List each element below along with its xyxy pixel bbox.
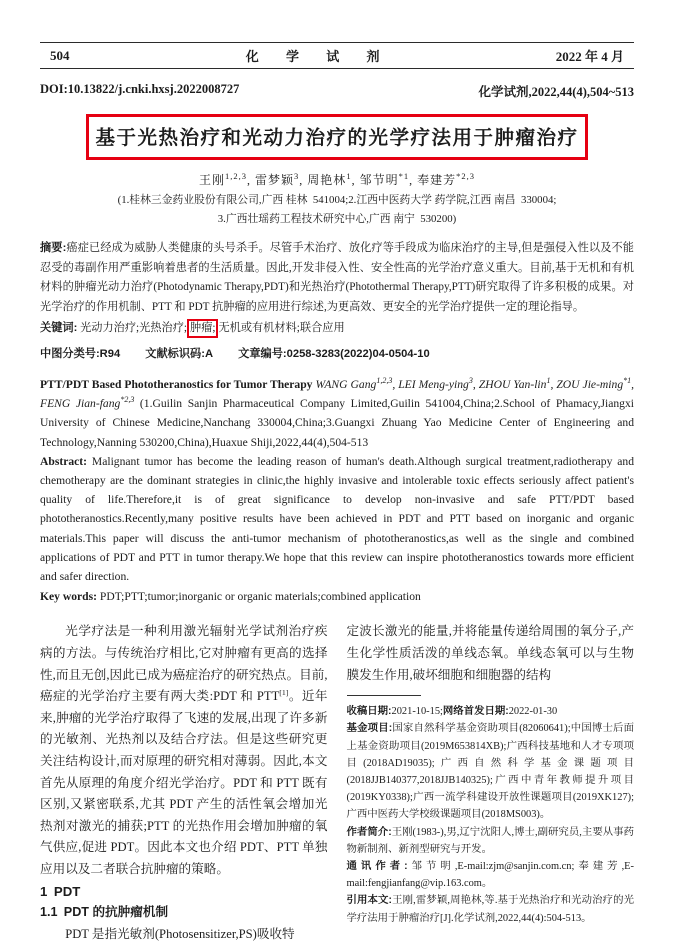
english-keywords-label: Key words: [40, 590, 97, 604]
keyword-highlight-box: 肿瘤; [187, 319, 218, 338]
reference-marker: [1] [279, 688, 289, 698]
english-block [40, 375, 634, 606]
affiliation-line: 3.广西壮瑶药工程技术研究中心,广西 南宁 530200) [217, 212, 457, 225]
keywords-part2: 无机或有机材料;联合应用 [218, 322, 345, 334]
english-title-byline [40, 375, 634, 452]
author-line [40, 171, 634, 188]
footnote-corresponding: 通讯作者:邹节明,E-mail:zjm@sanjin.com.cn;奉建芳,E-mail:fengjianfang@vip.163.com。 [346, 861, 634, 890]
left-column [40, 621, 328, 941]
doi-text: DOI:10.13822/j.cnki.hxsj.2022008727 [40, 82, 240, 96]
footnote-rule [347, 695, 421, 696]
journal-name: 化 学 试 剂 [245, 49, 392, 64]
english-author: FENG Jian-fang$^{*2,3}$ [40, 395, 135, 411]
author: 雷梦颖$^3$, [255, 171, 304, 187]
section-heading-1-1: 1.1 PDT 的抗肿瘤机制 [40, 905, 169, 920]
title-highlight-box [86, 114, 588, 160]
footnote-citation: 引用本文:王刚,雷梦颖,周艳林,等.基于光热治疗和光动治疗的光学疗法用于肿瘤治疗[J].化学试剂,2022,44(4):504-513。 [346, 895, 635, 924]
body-paragraph: 光学疗法是一种利用激光辐射光学试剂治疗疾病的方法。与传统治疗相比,它对肿瘤有更高的选择性,而且无创,因此已成为癌症治疗的研究热点。目前,癌症的光学治疗主要有两大类:PDT 和 PTT[1]。近年来,肿瘤的光学治疗取得了飞速的发展,出现了许多新的光敏剂、光热剂以及结合疗法。但是这些研究更关注结构设计,而对原理的研究相对薄弱。因此,本文首先从原理的角度介绍光学治疗。PDT 和 PTT 既有区别,又紧密联系,尤其 PDT 产生的活性氧会增加光热剂对激光的捕获;PTT 的光热作用会增加肿瘤的氧气供应,促进 PDT。因此本文也介绍 PDT、PTT 单独应用以及二者联合抗肿瘤的策略。 [40, 624, 328, 876]
doi-row [40, 82, 634, 100]
document-code: 文献标识码:A [145, 348, 214, 360]
english-author: LEI Meng-ying$^3$, [398, 376, 476, 391]
classification-line [40, 345, 634, 361]
english-abstract-text: Malignant tumor has become the leading reason of human's death.Although surgical treatment,radiotherapy and chemotherapy are the dominant strategies in clinic,the highly invasive and intolerable toxic effects seriously affect patient's quality of life.Therefore,it is of great significance to develop non-invasive and safe PTT/PDT based phototheranostics.Recently,many positive results have been achieved in PDT and PTT based on inorganic and organic materials.This paper will discuss the anti-tumor mechanism of phototheranostics,as well as the single and combined applications of PDT and PTT in tumor therapy.We hope that this review can inspire phototheranostics towards more efficient and safer direction. [40, 454, 634, 584]
footnote-author-bio: 作者简介:王刚(1983-),男,辽宁沈阳人,博士,副研究员,主要从事药物新制剂、新剂型研究与开发。 [346, 826, 634, 855]
section-heading-1: 1 PDT [40, 883, 81, 899]
journal-citation: 化学试剂,2022,44(4),504~513 [478, 85, 634, 99]
body-paragraph: 定波长激光的能量,并将能量传递给周围的氧分子,产生化学性质活泼的单线态氧。单线态氧可以与生物膜发生作用,破坏细胞和细胞器的结构 [346, 624, 634, 682]
keywords-cn [40, 318, 634, 338]
author: 王刚$^{1,2,3}$, [199, 171, 252, 187]
abstract-cn [40, 239, 634, 317]
footnote-dates: 收稿日期:2021-10-15;网络首发日期:2022-01-30 [346, 706, 558, 718]
abstract-text: 癌症已经成为威胁人类健康的头号杀手。尽管手术治疗、放化疗等手段成为临床治疗的主导,但是强侵入性以及不能忍受的毒副作用严重影响着患者的生活质量。因此,开发非侵入性、安全性高的光学治疗意义重大。目前,基于无机和有机材料的肿瘤光动力治疗(Photodynamic Therapy,PDT)和光热治疗(Photothermal Therapy,PTT)研究取得了许多积极的成果。对光学治疗的作用机制、PTT 和 PDT 抗肿瘤的应用进行综述,为更高效、更安全的光学治疗提供一定的理论指导。 [40, 242, 634, 313]
article-number: 文章编号:0258-3283(2022)04-0504-10 [238, 348, 430, 360]
article-title: 基于光热治疗和光动力治疗的光学疗法用于肿瘤治疗 [95, 127, 579, 149]
footnote-funding: 基金项目:国家自然科学基金资助项目(82060641);中国博士后面上基金资助项目(2019M653814XB);广西科技基地和人才专项项目(2018AD19035);广西自然科学基金课题项目(2018JJB140377,2018JJB140325);广西中青年教师提升项目(2019KY0338);广西一流学科建设开放性课题项目(2019XK127);广西中医药大学校级课题项目(2018MS003)。 [346, 723, 634, 821]
english-author: WANG Gang$^{1,2,3}$, [315, 376, 396, 391]
english-keywords [40, 587, 634, 606]
footnote-block [347, 695, 635, 927]
keywords-part1: 光动力治疗;光热治疗; [80, 322, 187, 334]
english-abstract-label: Abstract: [40, 454, 88, 468]
body-columns [40, 621, 634, 941]
author: 邹节明$^{*1}$, [359, 171, 414, 187]
issue-date: 2022 年 4 月 [555, 49, 624, 64]
journal-header [40, 42, 634, 69]
body-paragraph: PDT 是指光敏剂(Photosensitizer,PS)吸收特 [65, 926, 295, 941]
english-title: PTT/PDT Based Phototheranostics for Tumor Therapy [40, 378, 313, 391]
english-abstract [40, 452, 634, 586]
affiliation-line: (1.桂林三金药业股份有限公司,广西 桂林 541004;2.江西中医药大学 药学院,江西 南昌 330004; [117, 194, 557, 206]
author: 奉建芳$^{*2,3}$ [417, 171, 475, 187]
english-keywords-text: PDT;PTT;tumor;inorganic or organic materials;combined application [99, 590, 421, 604]
right-column [347, 621, 635, 941]
keywords-label: 关键词: [40, 322, 78, 334]
abstract-label: 摘要: [40, 242, 67, 254]
english-author: ZHOU Yan-lin$^1$, [478, 376, 554, 391]
author: 周艳林$^1$, [307, 171, 356, 187]
page-number: 504 [50, 47, 70, 63]
english-author: ZOU Jie-ming$^{*1}$, [556, 376, 635, 391]
clc-number: 中图分类号:R94 [40, 348, 121, 360]
english-affiliation: (1.Guilin Sanjin Pharmaceutical Company Limited,Guilin 541004,China;2.School of Phamacy,Jiangxi University of Chinese Medicine,Nanchang 330004,China;3.Guangxi Zhuang Yao Medicine Center of Engineering and Technology,Nanning 530200,China),Huaxue Shiji,2022,44(4),504-513 [40, 397, 634, 449]
affiliations [40, 191, 634, 228]
